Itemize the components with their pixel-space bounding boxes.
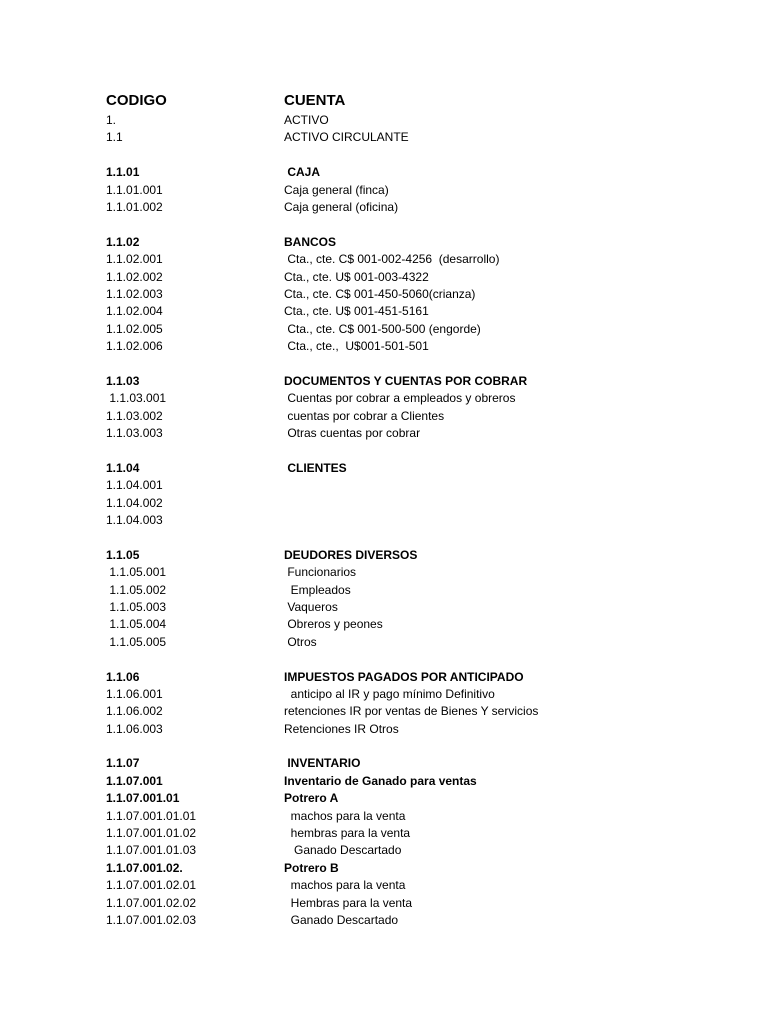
account-name: Otros <box>284 634 317 649</box>
account-row <box>106 234 726 251</box>
account-name: CAJA <box>284 165 321 180</box>
account-code: 1.1.07.001 <box>106 773 163 788</box>
account-row <box>106 408 726 425</box>
account-row <box>106 477 726 494</box>
account-row <box>106 164 726 181</box>
account-code: 1.1.01.002 <box>106 199 163 214</box>
account-name: IMPUESTOS PAGADOS POR ANTICIPADO <box>284 669 524 684</box>
row-spacer <box>106 529 726 546</box>
account-row <box>106 390 726 407</box>
account-row <box>106 199 726 216</box>
account-code: 1.1.03 <box>106 373 140 388</box>
account-row <box>106 582 726 599</box>
account-code: 1.1.02.002 <box>106 269 163 284</box>
account-name: Cta., cte., U$001-501-501 <box>284 339 429 354</box>
account-code: 1.1.07.001.02. <box>106 860 183 875</box>
account-row <box>106 842 726 859</box>
account-code: 1.1.05.005 <box>106 634 167 649</box>
account-code: 1.1.02.004 <box>106 304 163 319</box>
account-row <box>106 512 726 529</box>
account-code: 1.1.05.002 <box>106 582 167 597</box>
account-code: 1.1.02.005 <box>106 321 163 336</box>
account-name: Empleados <box>284 582 351 597</box>
account-row <box>106 129 726 146</box>
account-row <box>106 721 726 738</box>
account-name: Retenciones IR Otros <box>284 721 399 736</box>
account-name: Otras cuentas por cobrar <box>284 426 421 441</box>
account-row <box>106 825 726 842</box>
account-name: Cta., cte. U$ 001-451-5161 <box>284 304 429 319</box>
account-name: Cta., cte. U$ 001-003-4322 <box>284 269 429 284</box>
account-code: 1.1 <box>106 130 123 145</box>
account-code: 1.1.07.001.01.02 <box>106 826 197 841</box>
account-row <box>106 425 726 442</box>
account-name: Funcionarios <box>284 565 357 580</box>
account-row <box>106 616 726 633</box>
account-name: Cta., cte. C$ 001-500-500 (engorde) <box>284 321 481 336</box>
account-code: 1.1.05.004 <box>106 617 167 632</box>
header-cuenta: CUENTA <box>284 92 346 109</box>
account-name: Ganado Descartado <box>284 843 402 858</box>
account-name: Hembras para la venta <box>284 895 413 910</box>
row-spacer <box>106 216 726 233</box>
account-name: ACTIVO CIRCULANTE <box>284 130 409 145</box>
account-name: cuentas por cobrar a Clientes <box>284 408 445 423</box>
table-header <box>106 92 726 114</box>
account-name: hembras para la venta <box>284 826 411 841</box>
account-row <box>106 703 726 720</box>
account-code: 1.1.06.002 <box>106 704 163 719</box>
account-row <box>106 286 726 303</box>
header-codigo: CODIGO <box>106 92 167 109</box>
account-code: 1.1.07.001.01.03 <box>106 843 197 858</box>
account-name: DOCUMENTOS Y CUENTAS POR COBRAR <box>284 373 528 388</box>
account-code: 1.1.04.001 <box>106 478 163 493</box>
row-spacer <box>106 442 726 459</box>
account-code: 1.1.05 <box>106 547 140 562</box>
account-code: 1.1.07.001.01.01 <box>106 808 197 823</box>
account-row <box>106 182 726 199</box>
account-code: 1.1.01 <box>106 165 140 180</box>
account-name: Caja general (oficina) <box>284 199 399 214</box>
account-code: 1.1.06.001 <box>106 686 163 701</box>
account-code: 1.1.07.001.02.03 <box>106 912 197 927</box>
row-spacer <box>106 651 726 668</box>
account-row <box>106 860 726 877</box>
account-row <box>106 495 726 512</box>
account-name: Vaqueros <box>284 599 338 614</box>
account-name: Caja general (finca) <box>284 182 389 197</box>
account-code: 1.1.06 <box>106 669 140 684</box>
account-name: BANCOS <box>284 234 337 249</box>
account-name: INVENTARIO <box>284 756 361 771</box>
account-row <box>106 564 726 581</box>
account-code: 1.1.07.001.01 <box>106 791 180 806</box>
account-name: ACTIVO <box>284 113 329 127</box>
account-name: Inventario de Ganado para ventas <box>284 773 477 788</box>
row-spacer <box>106 147 726 164</box>
account-row <box>106 773 726 790</box>
account-row <box>106 112 726 129</box>
account-name: Potrero B <box>284 860 339 875</box>
account-name: DEUDORES DIVERSOS <box>284 547 418 562</box>
account-row <box>106 808 726 825</box>
account-row <box>106 251 726 268</box>
account-name: Obreros y peones <box>284 617 383 632</box>
account-row <box>106 599 726 616</box>
account-code: 1.1.07.001.02.01 <box>106 878 197 893</box>
account-name: retenciones IR por ventas de Bienes Y servicios <box>284 704 539 719</box>
account-code: 1.1.04.003 <box>106 512 163 527</box>
account-row <box>106 269 726 286</box>
account-name: Cta., cte. C$ 001-002-4256 (desarrollo) <box>284 252 500 267</box>
account-name: CLIENTES <box>284 460 347 475</box>
account-code: 1.1.07 <box>106 756 140 771</box>
account-code: 1.1.05.003 <box>106 599 167 614</box>
account-code: 1.1.02.001 <box>106 252 163 267</box>
account-name: Cuentas por cobrar a empleados y obreros <box>284 391 516 406</box>
account-name: machos para la venta <box>284 808 406 823</box>
account-code: 1.1.02.003 <box>106 286 163 301</box>
account-name: Ganado Descartado <box>284 912 399 927</box>
account-code: 1.1.01.001 <box>106 182 163 197</box>
account-row <box>106 303 726 320</box>
account-row <box>106 338 726 355</box>
account-row <box>106 669 726 686</box>
account-name: Potrero A <box>284 791 339 806</box>
account-code: 1.1.04 <box>106 460 140 475</box>
account-row <box>106 686 726 703</box>
account-code: 1.1.06.003 <box>106 721 163 736</box>
account-row <box>106 755 726 772</box>
account-row <box>106 321 726 338</box>
account-name: anticipo al IR y pago mínimo Definitivo <box>284 686 495 701</box>
account-code: 1.1.03.002 <box>106 408 163 423</box>
account-row <box>106 790 726 807</box>
account-code: 1.1.03.003 <box>106 426 163 441</box>
account-code: 1.1.05.001 <box>106 565 167 580</box>
account-code: 1.1.02 <box>106 234 140 249</box>
account-code: 1. <box>106 113 117 127</box>
account-row <box>106 895 726 912</box>
account-code: 1.1.04.002 <box>106 495 163 510</box>
row-spacer <box>106 355 726 372</box>
row-spacer <box>106 738 726 755</box>
account-row <box>106 877 726 894</box>
account-code: 1.1.07.001.02.02 <box>106 895 197 910</box>
account-name: machos para la venta <box>284 878 406 893</box>
account-code: 1.1.03.001 <box>106 391 167 406</box>
account-row <box>106 547 726 564</box>
account-row <box>106 634 726 651</box>
account-row <box>106 373 726 390</box>
account-code: 1.1.02.006 <box>106 339 163 354</box>
account-name: Cta., cte. C$ 001-450-5060(crianza) <box>284 286 476 301</box>
account-list <box>106 112 726 929</box>
account-row <box>106 460 726 477</box>
account-row <box>106 912 726 929</box>
